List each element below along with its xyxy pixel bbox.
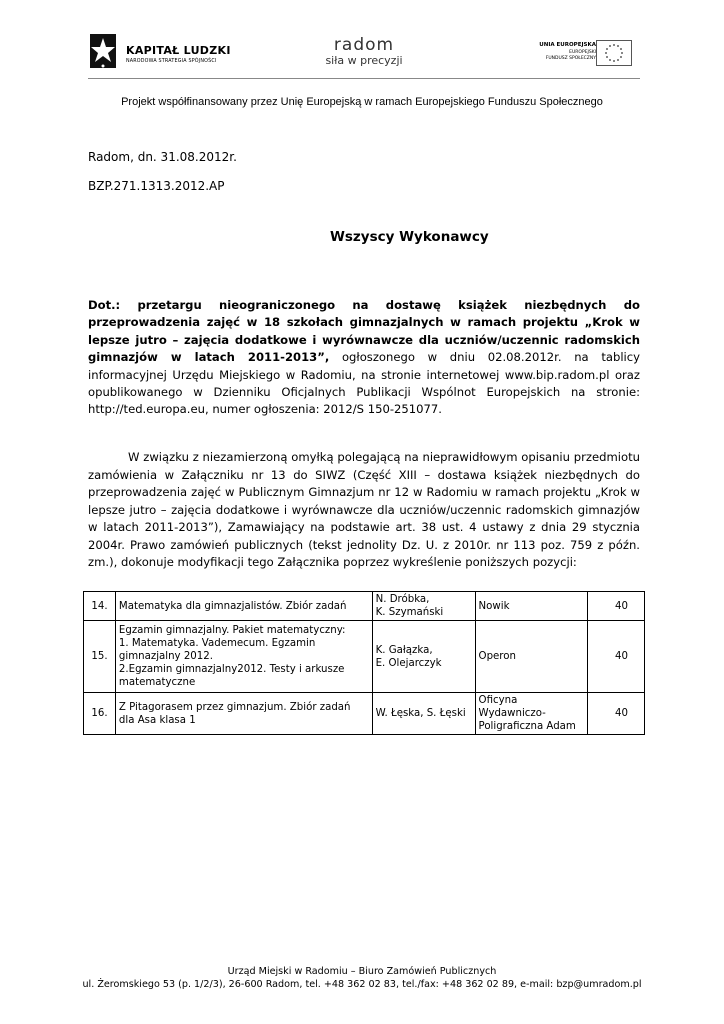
author-line: K. Gałązka, (375, 644, 433, 656)
place-date: Radom, dn. 31.08.2012r. (88, 150, 237, 164)
table-row (84, 592, 645, 621)
book-quantity: 40 (587, 693, 644, 735)
kapital-ludzki-star-icon (88, 30, 118, 72)
kapital-ludzki-logo (88, 30, 238, 74)
book-title: Matematyka dla gimnazjalistów. Zbiór zadań (115, 592, 372, 621)
book-authors (372, 621, 475, 693)
book-quantity: 40 (587, 592, 644, 621)
book-publisher: Operon (475, 621, 587, 693)
eu-flag-icon (596, 40, 632, 66)
book-publisher (475, 693, 587, 735)
publisher-line: Oficyna Wydawniczo- (478, 695, 546, 719)
recipients-heading: Wszyscy Wykonawcy (330, 229, 489, 245)
author-line: N. Dróbka, (375, 594, 430, 605)
footer-line-1: Urząd Miejski w Radomiu – Biuro Zamówień Publicznych (227, 966, 497, 977)
cofunding-note: Projekt współfinansowany przez Unię Europejską w ramach Europejskiego Funduszu Społecznego (121, 96, 603, 108)
author-line: K. Szymański (375, 607, 444, 618)
book-authors (372, 592, 475, 621)
eu-logo (514, 40, 634, 76)
row-number: 16. (84, 693, 116, 735)
publisher-line: Poligraficzna Adam (478, 721, 576, 732)
row-number: 14. (84, 592, 116, 621)
radom-logo (314, 36, 414, 70)
subject-bold: Dot.: przetargu nieograniczonego na dostawę książek niezbędnych do przeprowadzenia zajęć w 18 szkołach gimnazjalnych w ramach projektu „Krok w lepsze jutro – zajęcia dodatkowe i wyrównawcze dla uczniów/uczennic radomskich gimnazjów w latach 2011-2013”, (88, 298, 640, 365)
radom-wordmark: radom (333, 35, 395, 55)
eu-line-1: UNIA EUROPEJSKA (539, 42, 596, 48)
book-title: Z Pitagorasem przez gimnazjum. Zbiór zadań dla Asa klasa 1 (115, 693, 372, 735)
book-quantity: 40 (587, 621, 644, 693)
table-row (84, 621, 645, 693)
book-title (115, 621, 372, 693)
kapital-ludzki-title: KAPITAŁ LUDZKI (126, 44, 231, 57)
footer-line-2: ul. Żeromskiego 53 (p. 1/2/3), 26-600 Radom, tel. +48 362 02 83, tel./fax: +48 362 02 89, e-mail: bzp@umradom.pl (82, 979, 642, 990)
eu-line-3: FUNDUSZ SPOŁECZNY (545, 56, 596, 61)
footer (0, 965, 724, 991)
title-line: Egzamin gimnazjalny. Pakiet matematyczny: (118, 625, 346, 636)
book-publisher: Nowik (475, 592, 587, 621)
row-number: 15. (84, 621, 116, 693)
radom-tagline: siła w precyzji (325, 54, 403, 67)
kapital-ludzki-subtitle: NARODOWA STRATEGIA SPÓJNOŚCI (126, 59, 217, 64)
title-line: 1. Matematyka. Vademecum. Egzamin gimnazjalny 2012. (118, 638, 316, 662)
body-paragraph: W związku z niezamierzoną omyłką polegającą na nieprawidłowym opisaniu przedmiotu zamówienia w Załączniku nr 13 do SIWZ (Część XIII – dostawa książek niezbędnych do przeprowadzenia zajęć w Publicznym Gimnazjum nr 12 w Radomiu w ramach projektu „Krok w lepsze jutro – zajęcia dodatkowe i wyrównawcze dla uczniów/uczennic radomskich gimnazjów w latach 2011-2013”), Zamawiający na podstawie art. 38 ust. 4 ustawy z dnia 29 stycznia 2004r. Prawo zamówień publicznych (tekst jednolity Dz. U. z 2010r. nr 113 poz. 759 z późn. zm.), dokonuje modyfikacji tego Załącznika poprzez wykreślenie poniższych pozycji: (88, 450, 640, 569)
subject-block (88, 297, 640, 419)
book-authors: W. Łęska, S. Łęski (372, 693, 475, 735)
reference-number: BZP.271.1313.2012.AP (88, 179, 225, 193)
author-line: E. Olejarczyk (375, 657, 442, 669)
removed-items-table (83, 591, 645, 735)
eu-line-2: EUROPEJSKI (569, 50, 596, 55)
header-divider (88, 78, 640, 79)
title-line: 2.Egzamin gimnazjalny2012. Testy i arkusze matematyczne (118, 664, 345, 688)
table-row (84, 693, 645, 735)
subject-rest: ogłoszonego w dniu 02.08.2012r. na tablicy informacyjnej Urzędu Miejskiego w Radomiu, na stronie internetowej www.bip.radom.pl oraz opublikowanego w Dzienniku Oficjalnych Publikacji Wspólnot Europejskich na stronie: http://ted.europa.eu, numer ogłoszenia: 2012/S 150-251077. (88, 350, 641, 417)
